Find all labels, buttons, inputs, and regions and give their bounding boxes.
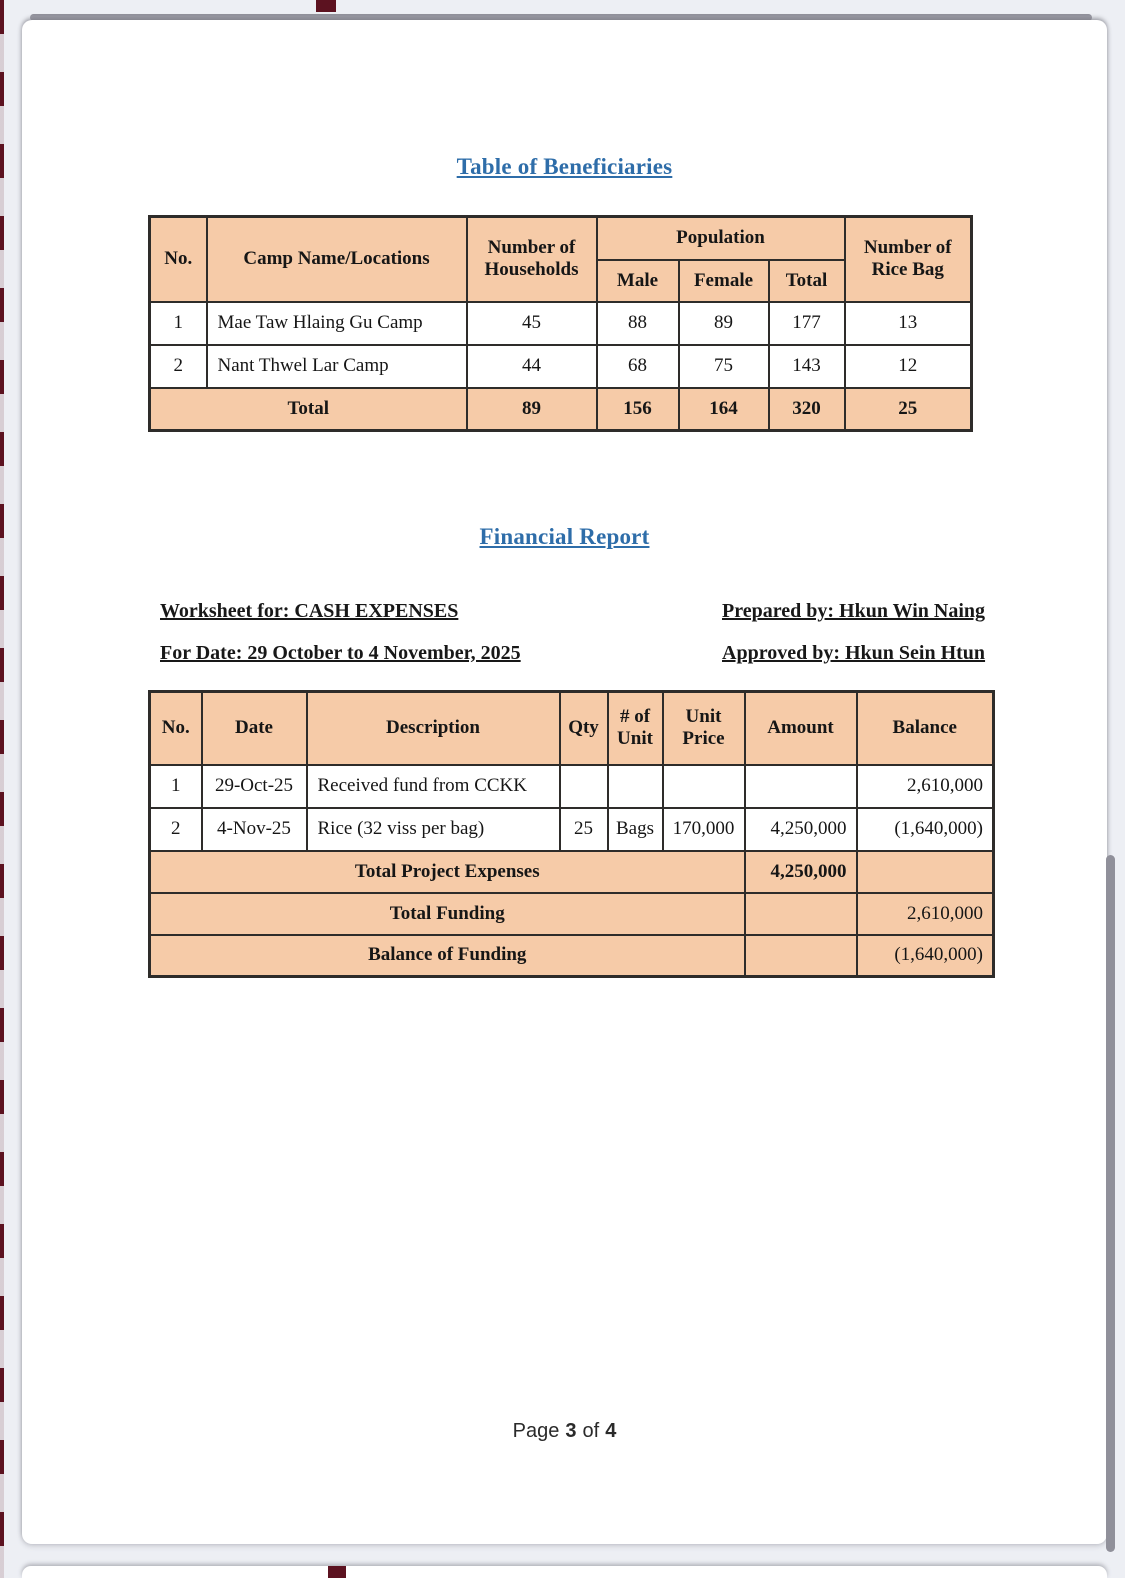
col-header-camp: Camp Name/Locations — [207, 217, 467, 302]
approved-by-label: Approved by: Hkun Sein Htun — [722, 642, 986, 664]
cell-female: 75 — [679, 345, 769, 388]
cash-expenses-table — [148, 690, 995, 978]
col-header-amount: Amount — [745, 692, 857, 765]
col-header-qty: Qty — [560, 692, 608, 765]
footer-word-page: Page — [512, 1420, 560, 1442]
col-header-unit: # of Unit — [608, 692, 663, 765]
col-header-households: Number of Households — [467, 217, 597, 302]
cell-qty: 25 — [560, 808, 608, 851]
balance-of-funding-row — [150, 935, 994, 977]
cell-unit — [608, 765, 663, 808]
worksheet-for-label: Worksheet for: CASH EXPENSES — [160, 600, 459, 622]
cell-no: 1 — [150, 302, 207, 345]
total-total: 320 — [769, 388, 845, 431]
expense-row — [150, 808, 994, 851]
cell-date: 4-Nov-25 — [202, 808, 307, 851]
col-header-balance: Balance — [857, 692, 994, 765]
beneficiary-row — [150, 345, 972, 388]
cell-camp: Nant Thwel Lar Camp — [207, 345, 467, 388]
summary-amount — [745, 893, 857, 935]
cell-male: 88 — [597, 302, 679, 345]
cell-no: 1 — [150, 765, 202, 808]
photo-edge-left — [0, 0, 4, 1578]
cell-no: 2 — [150, 345, 207, 388]
summary-balance — [857, 851, 994, 893]
beneficiaries-title: Table of Beneficiaries — [456, 154, 673, 179]
cell-unit-price — [663, 765, 745, 808]
cell-camp: Mae Taw Hlaing Gu Camp — [207, 302, 467, 345]
cell-unit-price: 170,000 — [663, 808, 745, 851]
scrollbar-thumb[interactable] — [1106, 855, 1115, 1552]
photo-edge-top-dash — [316, 0, 336, 12]
total-funding-row — [150, 893, 994, 935]
cell-balance: (1,640,000) — [857, 808, 994, 851]
cell-description: Rice (32 viss per bag) — [307, 808, 560, 851]
cell-female: 89 — [679, 302, 769, 345]
col-header-no: No. — [150, 217, 207, 302]
summary-amount: 4,250,000 — [745, 851, 857, 893]
total-households: 89 — [467, 388, 597, 431]
cell-amount — [745, 765, 857, 808]
cell-ricebag: 13 — [845, 302, 972, 345]
col-header-population: Population — [597, 217, 845, 260]
summary-balance: (1,640,000) — [857, 935, 994, 977]
cell-total: 177 — [769, 302, 845, 345]
col-header-date: Date — [202, 692, 307, 765]
summary-amount — [745, 935, 857, 977]
next-page-edge — [22, 1566, 1107, 1578]
cell-households: 45 — [467, 302, 597, 345]
col-header-unit-price: Unit Price — [663, 692, 745, 765]
cell-ricebag: 12 — [845, 345, 972, 388]
col-header-total: Total — [769, 260, 845, 302]
for-date-label: For Date: 29 October to 4 November, 2025 — [160, 642, 521, 664]
cell-description: Received fund from CCKK — [307, 765, 560, 808]
page-number-footer — [22, 1420, 1107, 1443]
summary-label: Balance of Funding — [150, 935, 745, 977]
cell-no: 2 — [150, 808, 202, 851]
footer-current-page: 3 — [565, 1420, 577, 1442]
total-female: 164 — [679, 388, 769, 431]
prepared-by-label: Prepared by: Hkun Win Naing — [722, 600, 986, 622]
total-project-expenses-row — [150, 851, 994, 893]
footer-word-of: of — [582, 1420, 600, 1442]
cell-households: 44 — [467, 345, 597, 388]
total-male: 156 — [597, 388, 679, 431]
cell-male: 68 — [597, 345, 679, 388]
beneficiaries-total-row — [150, 388, 972, 431]
beneficiaries-table — [148, 215, 973, 432]
summary-balance: 2,610,000 — [857, 893, 994, 935]
cell-amount: 4,250,000 — [745, 808, 857, 851]
cell-date: 29-Oct-25 — [202, 765, 307, 808]
summary-label: Total Funding — [150, 893, 745, 935]
expense-row — [150, 765, 994, 808]
cell-balance: 2,610,000 — [857, 765, 994, 808]
beneficiary-row — [150, 302, 972, 345]
col-header-description: Description — [307, 692, 560, 765]
col-header-ricebag: Number of Rice Bag — [845, 217, 972, 302]
document-page — [22, 20, 1107, 1544]
footer-total-pages: 4 — [605, 1420, 617, 1442]
total-label: Total — [150, 388, 467, 431]
col-header-no: No. — [150, 692, 202, 765]
col-header-male: Male — [597, 260, 679, 302]
summary-label: Total Project Expenses — [150, 851, 745, 893]
photo-edge-bottom-dash — [328, 1566, 346, 1578]
total-ricebag: 25 — [845, 388, 972, 431]
cell-qty — [560, 765, 608, 808]
col-header-female: Female — [679, 260, 769, 302]
financial-report-title: Financial Report — [479, 524, 650, 549]
cell-unit: Bags — [608, 808, 663, 851]
cell-total: 143 — [769, 345, 845, 388]
